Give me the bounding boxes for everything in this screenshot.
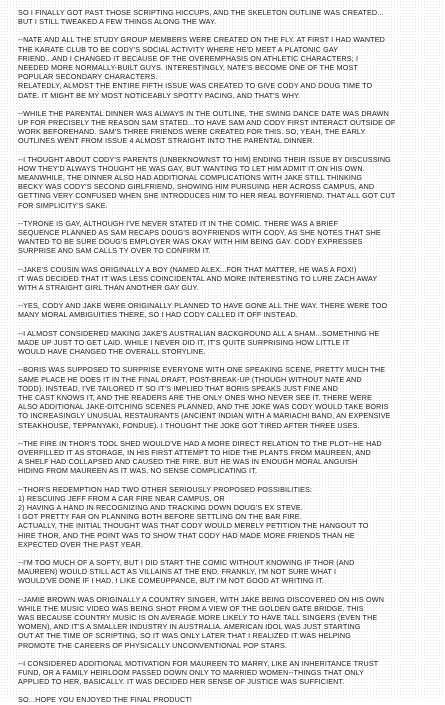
text-line: WOULD HAVE CHANGED THE OVERALL STORYLINE. [18,347,206,357]
text-line: BECKY WAS CODY'S SECOND GIRLFRIEND, SHOWING HIM PURSUING HER ACROSS CAMPUS, AND [18,182,375,192]
text-line: THE CAST KNOWS IT, AND THE READERS ARE THE ONLY ONES WHO NEVER SEE IT. THERE WERE [18,392,373,402]
text-line: UP FOR PRECISELY THE REASON SAM STATED...TO HAVE SAM AND CODY FIRST INTERACT OUTSIDE OF [18,118,396,128]
text-line: --I CONSIDERED ADDITIONAL MOTIVATION FOR MAUREEN TO MARRY, LIKE AN INHERITANCE TRUST [18,658,379,668]
text-line: TODD). INSTEAD, I'VE TAILORED IT SO IT'S IMPLIED THAT BORIS SPEAKS JUST FINE AND [18,383,339,393]
text-line: GETTING VERY CONFUSED WHEN SHE INTRODUCES HIM TO HER REAL BOYFRIEND. THAT ALL GOT CUT [18,191,396,201]
text-line: A SHELF HAD COLLAPSED AND CAUSED THE FIRE. BUT HE WAS IN ENOUGH MORAL ANGUISH [18,457,358,467]
text-line: SAME PLACE HE DOES IT IN THE FINAL DRAFT, POST-BREAK-UP (THOUGH WITHOUT NATE AND [18,374,362,384]
text-line: MAUREEN) WOULD STILL ACT AS VILLAINS AT THE END. FRANKLY, I'M NOT SURE WHAT I [18,567,337,577]
paragraph [18,265,433,293]
text-line: POPULAR SECONDARY CHARACTERS. [18,72,158,82]
paragraph [18,365,433,429]
paragraph [18,109,433,146]
paragraph [18,35,433,99]
text-line: I GOT PRETTY FAR ON PLANNING BOTH BEFORE SETTLING ON THE BAR FIRE. [18,512,302,522]
text-line: --TYRONE IS GAY, ALTHOUGH I'VE NEVER STATED IT IN THE COMIC. THERE WAS A BRIEF [18,218,339,228]
text-line: MANY MORAL AMBIGUITIES THERE, SO I HAD CODY CALLED IT OFF INSTEAD. [18,310,298,320]
text-line: --NATE AND ALL THE STUDY GROUP MEMBERS WERE CREATED ON THE FLY. AT FIRST I HAD WANTED [18,35,385,45]
text-line: FOR SIMPLICITY'S SAKE. [18,200,108,210]
text-line: --YES, CODY AND JAKE WERE ORIGINALLY PLANNED TO HAVE GONE ALL THE WAY. THERE WERE TOO [18,301,388,311]
text-line: APPLIED TO HER, BASICALLY. IT WAS DECIDED HER SENSE OF JUSTICE WAS SUFFICIENT. [18,677,345,687]
text-line: WANTED TO BE SURE DOUG'S EMPLOYER WAS OKAY WITH HIM BEING GAY. CODY EXPRESSES [18,237,363,247]
text-line: SO I FINALLY GOT PAST THOSE SCRIPTING HICCUPS, AND THE SKELETON OUTLINE WAS CREATED... [18,8,384,17]
paragraph [18,659,433,687]
text-line: HIDING FROM MAUREEN AS IT WAS, NO SENSE COMPLICATING IT. [18,466,258,476]
paragraph-list [18,8,433,705]
text-line: --I ALMOST CONSIDERED MAKING JAKE'S AUSTRALIAN BACKGROUND ALL A SHAM...SOMETHING HE [18,328,380,338]
text-line: SURPRISE AND SAM CALLS TY OVER TO CONFIRM IT. [18,246,211,256]
text-line: WORK BEFOREHAND. SAM'S THREE FRIENDS WERE CREATED FOR THIS. SO, YEAH, THE EARLY [18,127,366,137]
paragraph [18,301,433,319]
paragraph [18,8,433,26]
text-line: 2) HAVING A HAND IN RECOGNIZING AND TRACKING DOWN DOUG'S EX STEVE. [18,502,303,512]
paragraph [18,329,433,357]
text-line: STEAKHOUSE, TEPPANYAKI, FONDUE). I THOUGHT THE JOKE GOT TIRED AFTER THREE USES. [18,420,360,430]
text-line: --JAMIE BROWN WAS ORIGINALLY A COUNTRY SINGER, WITH JAKE BEING DISCOVERED ON HIS OWN [18,594,385,604]
text-line: WHILE THE MUSIC VIDEO WAS BEING SHOT FROM A VIEW OF THE GOLDEN GATE BRIDGE. THIS [18,603,364,613]
text-line: OUT AT THE TIME OF SCRIPTING, SO IT WAS ONLY LATER THAT I REALIZED IT WAS HELPING [18,631,351,641]
text-line: FRIEND...AND I CHANGED IT BECAUSE OF THE OVEREMPHASIS ON ATHLETIC CHARACTERS; I [18,53,359,63]
text-line: THE KARATE CLUB TO BE CODY'S SOCIAL ACTIVITY WHERE HE'D MEET A PLATONIC GAY [18,44,339,54]
text-line: --WHILE THE PARENTAL DINNER WAS ALWAYS IN THE OUTLINE, THE SWING DANCE DATE WAS DRAWN [18,108,389,118]
text-line: IT WAS DECIDED THAT IT WAS LESS COINCIDENTAL AND MORE INTERESTING TO LURE ZACH AWAY [18,273,378,283]
text-line: RELATEDLY, ALMOST THE ENTIRE FIFTH ISSUE WAS CREATED TO GIVE CODY AND DOUG TIME TO [18,81,373,91]
text-line: --THOR'S REDEMPTION HAD TWO OTHER SERIOUSLY PROPOSED POSSIBILITIES: [18,484,313,494]
text-line: WAS BECAUSE COUNTRY MUSIC IS ON AVERAGE MORE LIKELY TO HAVE TALL SINGERS (EVEN THE [18,612,378,622]
text-line: --I'M TOO MUCH OF A SOFTY, BUT I DID START THE COMIC WITHOUT KNOWING IF THOR (AND [18,557,355,567]
paragraph [18,595,433,650]
paragraph [18,155,433,210]
text-line: OVERFILLED IT AS STORAGE, IN HIS FIRST ATTEMPT TO HIDE THE PLANTS FROM MAUREEN, AND [18,447,371,457]
text-line: ALSO ADDITIONAL JAKE-DITCHING SCENES PLANNED, AND THE JOKE WAS CODY WOULD TAKE BORIS [18,402,389,412]
text-line: 1) RESCUING JEFF FROM A CAR FIRE NEAR CAMPUS, OR [18,493,225,503]
text-line: BUT I STILL TWEAKED A FEW THINGS ALONG THE WAY. [18,17,217,27]
text-line: SEQUENCE PLANNED AS SAM RECAPS DOUG'S BOYFRIENDS WITH CODY, AS SHE NOTES THAT SHE [18,228,381,238]
text-line: PROMOTE THE CAREERS OF PHYSICALLY UNCONVENTIONAL POP STARS. [18,640,288,650]
paragraph [18,439,433,476]
text-line: --BORIS WAS SUPPOSED TO SURPRISE EVERYONE WITH ONE SPEAKING SCENE, PRETTY MUCH THE [18,365,386,375]
text-line: WITH A STRAIGHT GIRL THAN ANOTHER GAY GUY. [18,283,199,293]
text-line: HOW THEY'D ALWAYS THOUGHT HE WAS GAY, BUT WANTING TO LET HIM ADMIT IT ON HIS OWN. [18,163,365,173]
text-line: MEANWHILE, THE DINNER ALSO HAD ADDITIONAL COMPLICATIONS WITH JAKE STILL THINKING [18,173,363,183]
paragraph [18,485,433,549]
text-line: --THE FIRE IN THOR'S TOOL SHED WOULD'VE HAD A MORE DIRECT RELATION TO THE PLOT--HE HAD [18,438,382,448]
text-line: OUTLINES WENT FROM ISSUE 4 ALMOST STRAIGHT INTO THE PARENTAL DINNER. [18,136,315,146]
paragraph [18,558,433,586]
text-line: TO INCREASINGLY UNUSUAL RESTAURANTS (ANCIENT INDIAN WITH A MARIACHI BAND, AN EXPENSIVE [18,411,391,421]
text-line: WOMEN), AND IT'S A SMALLER INDUSTRY IN AUSTRALIA. AMERICAN IDOL WAS JUST STARTING [18,622,361,632]
text-line: WOULD'VE DONE IF I HAD. I LIKE COMEUPPANCE, BUT I'M NOT GOOD AT WRITING IT. [18,576,325,586]
text-line: DATE. IT MIGHT BE MY MOST NOTICEABLY SPOTTY PACING, AND THAT'S WHY. [18,90,301,100]
text-line: ACTUALLY, THE INITIAL THOUGHT WAS THAT CODY WOULD MERELY PETITION THE HANGOUT TO [18,521,369,531]
text-line: MADE UP JUST TO GET LAID. WHILE I NEVER DID IT, IT'S QUITE SURPRISING HOW LITTLE IT [18,337,350,347]
text-line: NEEDED MORE NORMALLY-BUILT GUYS. INTERESTINGLY, NATE'S BECOME ONE OF THE MOST [18,63,359,73]
text-line: FUND, OR A FAMILY HEIRLOOM PASSED DOWN ONLY TO MARRIED WOMEN--THINGS THAT ONLY [18,667,365,677]
text-line: SO...HOPE YOU ENJOYED THE FINAL PRODUCT! [18,695,193,705]
text-line: --I THOUGHT ABOUT CODY'S PARENTS (UNBEKNOWNST TO HIM) ENDING THEIR ISSUE BY DISCUSSING [18,154,391,164]
text-line: EXPECTED OVER THE PAST YEAR. [18,539,144,549]
text-line: HIRE THOR, AND THE POINT WAS TO SHOW THAT CODY HAD MADE MORE FRIENDS THAN HE [18,530,355,540]
text-line: --JAKE'S COUSIN WAS ORIGINALLY A BOY (NAMED ALEX...FOR THAT MATTER, HE WAS A FOX!) [18,264,357,274]
paragraph [18,219,433,256]
